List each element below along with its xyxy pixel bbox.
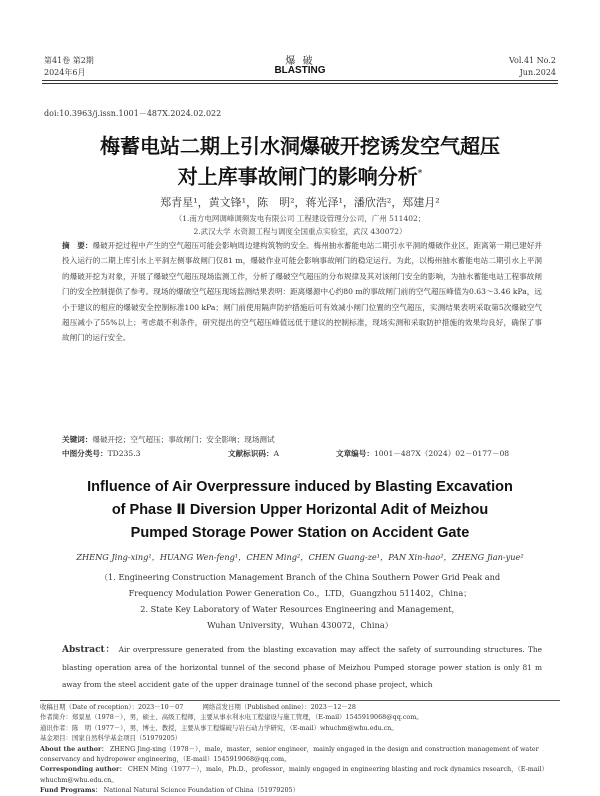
authors-cn: 郑青星¹，黄文锋¹，陈 明²，蒋光泽¹，潘欣浩²，郑建月² xyxy=(160,196,440,209)
keywords-cn-text: 爆破开挖；空气超压；事故闸门；安全影响；现场测试 xyxy=(92,435,275,444)
title-en-line1: Influence of Air Overpressure induced by Blasting Excavation xyxy=(87,479,513,495)
clc xyxy=(62,448,140,459)
journal-date-en: Jun.2024 xyxy=(519,68,556,77)
title-cn-line1: 梅蓄电站二期上引水洞爆破开挖诱发空气超压 xyxy=(100,134,500,158)
fund-cn: 基金项目：国家自然科学基金项目（51979205） xyxy=(40,734,182,743)
journal-volume-issue-en: Vol.41 No.2 xyxy=(509,56,556,65)
title-cn-line2-text: 对上库事故闸门的影响分析 xyxy=(177,164,418,189)
affiliation-cn-1: （1.南方电网调峰调频发电有限公司 工程建设管理分公司，广州 511402； xyxy=(174,214,426,223)
doc-code xyxy=(228,448,279,459)
article-number-label: 文章编号： xyxy=(336,449,374,458)
corresponding-author-label: Corresponding author： xyxy=(40,765,126,774)
footnotes xyxy=(40,702,560,796)
affiliation-cn-2: 2.武汉大学 水资源工程与调度全国重点实验室，武汉 430072） xyxy=(193,227,407,236)
keywords-cn-label: 关键词： xyxy=(62,435,93,444)
corresponding-author-text: CHEN Ming（1977－），male，Ph.D.，professor，mainly engaged in engineering blasting and rock dynamics research，（E-mail）whuchm@whu.edu.cn。 xyxy=(40,765,549,784)
keywords-cn xyxy=(62,433,542,447)
abstract-cn-label: 摘 要： xyxy=(62,241,93,250)
title-en-line2: of Phase Ⅱ Diversion Upper Horizontal Adit of Meizhou xyxy=(111,502,489,518)
header-rule-2 xyxy=(42,83,558,84)
journal-name-cn: 爆 破 xyxy=(285,56,315,67)
footnote-rule xyxy=(40,700,560,701)
doc-code-value: A xyxy=(273,449,280,458)
about-author-en xyxy=(40,744,560,765)
header-rule xyxy=(42,80,558,81)
doi: doi:10.3963/j.issn.1001－487X.2024.02.022 xyxy=(44,109,222,118)
article-number-value: 1001－487X（2024）02－0177－08 xyxy=(373,449,510,458)
article-number xyxy=(336,448,509,459)
corresponding-author-cn: 通讯作者：陈 明（1977－），男，博士、教授，主要从事工程爆破与岩石动力学研究，（E-mail）whuchm@whu.edu.cn。 xyxy=(40,723,398,732)
affiliation-en-3: 2. State Key Laboratory of Water Resources Engineering and Management， xyxy=(140,604,460,614)
abstract-cn xyxy=(62,238,542,346)
affiliation-en-2: Frequency Modulation Power Generation Co.，LTD，Guangzhou 511402，China； xyxy=(128,588,472,598)
doc-code-label: 文献标识码： xyxy=(228,449,274,458)
affiliation-en-1: （1. Engineering Construction Management Branch of the China Southern Power Grid Peak and xyxy=(99,572,501,582)
fund-text: National Natural Science Foundation of China（51979205） xyxy=(103,786,300,795)
title-cn-line2 xyxy=(0,159,600,192)
abstract-en-label: Abstract： xyxy=(62,645,116,655)
title-footnote-mark: * xyxy=(417,169,423,179)
journal-name-en: BLASTING xyxy=(274,65,326,76)
affiliation-en-4: Wuhan University，Wuhan 430072，China） xyxy=(207,620,393,630)
abstract-cn-text: 爆破开挖过程中产生的空气超压可能会影响周边建构筑物的安全。梅州抽水蓄能电站二期引水平洞的爆破作业区，距离第一期已建好并投入运行的二期上库引水上平洞左侧事故闸门仅81 m，爆破作业可能会影响事故闸门的稳定运行。为此，以梅州抽水蓄能电站二期引水上平洞的爆破开挖为对象，开展了爆破空气超压现场监测工作，分析了爆破空气超压的分布规律及其对该闸门安全的影响，为抽水蓄能电站工程事故闸门的安全控制提供了参考。现场的爆破空气超压现场监测结果表明：距离爆源中心约80 m的事故闸门前的空气超压峰值为0.63～3.46 kPa，远小于建议的相应的爆破安全控制标准100 kPa；闸门前使用隔声防护措施后可有效减小闸门位置的空气超压，实测结果表明采取第5次爆破空气超压减小了55%以上；考虑最不利条件，研究提出的空气超压峰值远低于建议的控制标准，现场实测和采取防护措施的效果均良好，确保了事故闸门的运行安全。 xyxy=(62,241,542,343)
about-author-text: ZHENG Jing-xing（1978－），male，master，senior engineer，mainly engaged in the design and construction management of water conservancy and hydropower engineering，（E-mail）1545919068@qq.com。 xyxy=(40,744,539,764)
journal-volume-issue: 第41卷 第2期 xyxy=(44,56,94,65)
author-bio-cn: 作者简介：郑景星（1978－），男，硕士、高级工程师，主要从事水利水电工程建设与施工管理，（E-mail）1545919068@qq.com。 xyxy=(40,713,423,722)
abstract-en xyxy=(62,641,542,693)
abstract-en-text: Air overpressure generated from the blasting excavation may affect the safety of surrounding structures. The blasting operation area of the horizontal tunnel of the second phase of Meizhou Pumped storage power station is only 81 m away from the steel accident gate of the upper drainage tunnel of the second phase project, which xyxy=(62,645,543,689)
authors-en: ZHENG Jing-xing¹，HUANG Wen-feng¹，CHEN Ming²，CHEN Guang-ze¹，PAN Xin-hao²，ZHENG Jian-yue² xyxy=(76,552,524,562)
fund-en xyxy=(40,785,560,795)
clc-value: TD235.3 xyxy=(107,449,141,458)
received-date: 收稿日期（Date of reception）：2023－10－07 网络首发日期（Published online）：2023－12－28 xyxy=(40,703,356,711)
clc-label: 中图分类号： xyxy=(62,449,108,458)
journal-date: 2024年6月 xyxy=(44,68,86,77)
about-author-label: About the author： xyxy=(40,744,108,753)
title-en-line3: Pumped Storage Power Station on Accident Gate xyxy=(130,525,470,541)
fund-label: Fund Programs： xyxy=(40,786,102,795)
